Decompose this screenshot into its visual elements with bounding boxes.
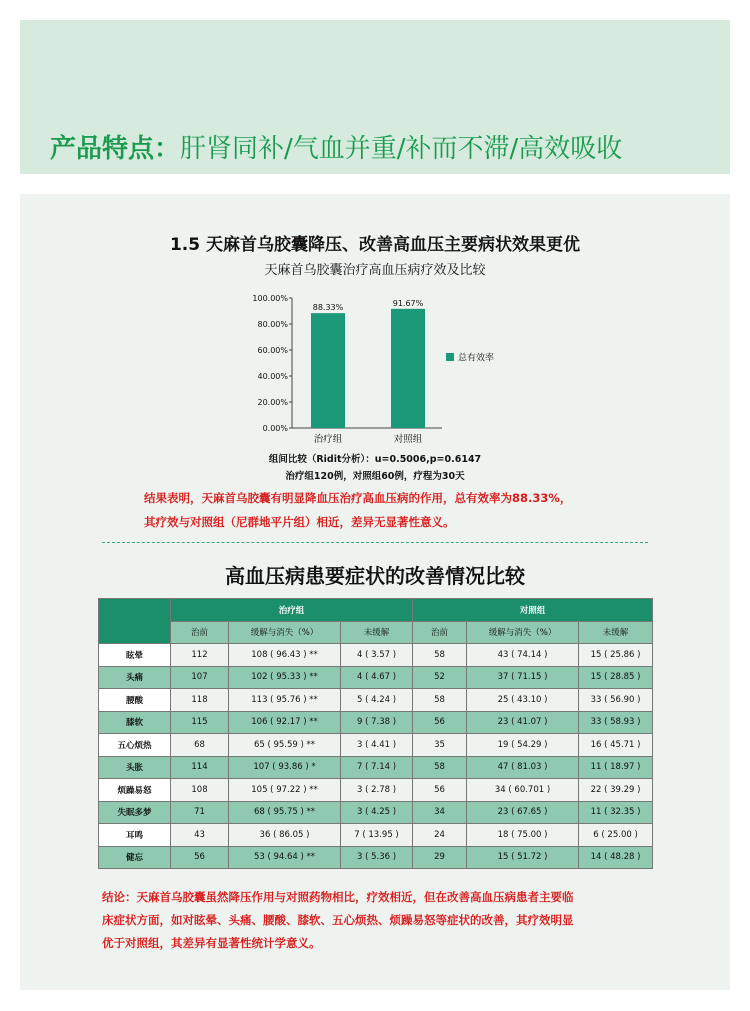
conclusion <box>102 886 672 955</box>
table-cell: 15 ( 25.86 ) <box>579 644 653 667</box>
table-row <box>99 756 653 779</box>
table-cell: 47 ( 81.03 ) <box>467 756 579 779</box>
table-cell: 56 <box>413 779 467 802</box>
table-cell: 65 ( 95.59 ) ** <box>229 734 341 757</box>
table-cell: 33 ( 56.90 ) <box>579 689 653 712</box>
legend-label: 总有效率 <box>458 353 495 364</box>
table-cell: 52 <box>413 666 467 689</box>
table-cell: 23 ( 41.07 ) <box>467 711 579 734</box>
table-cell: 58 <box>413 756 467 779</box>
bar-value-label: 88.33% <box>312 303 344 313</box>
table-cell: 7 ( 13.95 ) <box>341 824 413 847</box>
table-group-header <box>99 599 653 622</box>
table-cell: 107 <box>171 666 229 689</box>
table-cell: 36 ( 86.05 ) <box>229 824 341 847</box>
row-symptom: 眩晕 <box>99 644 171 667</box>
row-symptom: 健忘 <box>99 846 171 869</box>
table-row <box>99 734 653 757</box>
table-cell: 3 ( 2.78 ) <box>341 779 413 802</box>
table-cell: 7 ( 7.14 ) <box>341 756 413 779</box>
group-header-control: 对照组 <box>413 599 653 622</box>
table-cell: 34 ( 60.701 ) <box>467 779 579 802</box>
table-cell: 115 <box>171 711 229 734</box>
y-tick-label: 40.00% <box>257 372 288 381</box>
x-category-label: 对照组 <box>393 434 423 445</box>
table-cell: 105 ( 97.22 ) ** <box>229 779 341 802</box>
table-cell: 68 ( 95.75 ) ** <box>229 801 341 824</box>
y-tick-label: 60.00% <box>257 346 288 355</box>
table-row <box>99 644 653 667</box>
bar <box>311 313 345 428</box>
table-cell: 118 <box>171 689 229 712</box>
table-cell: 6 ( 25.00 ) <box>579 824 653 847</box>
table-cell: 29 <box>413 846 467 869</box>
table-cell: 58 <box>413 644 467 667</box>
table-cell: 15 ( 51.72 ) <box>467 846 579 869</box>
section-title: 1.5 天麻首乌胶囊降压、改善高血压主要病状效果更优 <box>169 235 581 255</box>
row-symptom: 五心烦热 <box>99 734 171 757</box>
table-cell: 106 ( 92.17 ) ** <box>229 711 341 734</box>
bar-chart <box>232 290 522 450</box>
table-row <box>99 711 653 734</box>
legend-swatch <box>446 353 454 361</box>
bar <box>391 309 425 428</box>
table-cell: 112 <box>171 644 229 667</box>
table-cell: 56 <box>413 711 467 734</box>
table-title: 高血压病患要症状的改善情况比较 <box>225 564 525 588</box>
table-cell: 11 ( 18.97 ) <box>579 756 653 779</box>
table-cell: 37 ( 71.15 ) <box>467 666 579 689</box>
table-row <box>99 801 653 824</box>
table-cell: 22 ( 39.29 ) <box>579 779 653 802</box>
col-header: 治前 <box>171 621 229 644</box>
title-label: 产品特点： <box>50 134 181 164</box>
table-cell: 9 ( 7.38 ) <box>341 711 413 734</box>
y-tick-label: 100.00% <box>252 294 288 303</box>
group-header-treatment: 治疗组 <box>171 599 413 622</box>
table-cell: 43 ( 74.14 ) <box>467 644 579 667</box>
table-sub-header <box>99 621 653 644</box>
table-cell: 24 <box>413 824 467 847</box>
table-cell: 56 <box>171 846 229 869</box>
table-row <box>99 824 653 847</box>
row-symptom: 耳鸣 <box>99 824 171 847</box>
content-panel <box>20 194 730 990</box>
table-cell: 33 ( 58.93 ) <box>579 711 653 734</box>
table-cell: 35 <box>413 734 467 757</box>
table-cell: 34 <box>413 801 467 824</box>
table-cell: 5 ( 4.24 ) <box>341 689 413 712</box>
table-cell: 108 ( 96.43 ) ** <box>229 644 341 667</box>
table-cell: 113 ( 95.76 ) ** <box>229 689 341 712</box>
row-symptom: 头痛 <box>99 666 171 689</box>
table-cell: 71 <box>171 801 229 824</box>
col-header: 缓解与消失（%） <box>229 621 341 644</box>
table-cell: 43 <box>171 824 229 847</box>
table-cell: 53 ( 94.64 ) ** <box>229 846 341 869</box>
col-header: 缓解与消失（%） <box>467 621 579 644</box>
symptom-table <box>98 598 653 869</box>
row-symptom: 腰酸 <box>99 689 171 712</box>
table-cell: 114 <box>171 756 229 779</box>
table-cell: 108 <box>171 779 229 802</box>
page-title <box>50 128 622 165</box>
y-tick-label: 80.00% <box>257 320 288 329</box>
y-tick-label: 0.00% <box>262 424 288 433</box>
table-cell: 58 <box>413 689 467 712</box>
dashed-divider <box>102 542 648 543</box>
table-cell: 4 ( 4.67 ) <box>341 666 413 689</box>
table-cell: 25 ( 43.10 ) <box>467 689 579 712</box>
result-line-1: 结果表明，天麻首乌胶囊有明显降血压治疗高血压病的作用，总有效率为88.33%， <box>144 491 572 505</box>
table-cell: 23 ( 67.65 ) <box>467 801 579 824</box>
table-cell: 68 <box>171 734 229 757</box>
col-header: 治前 <box>413 621 467 644</box>
table-cell: 3 ( 4.41 ) <box>341 734 413 757</box>
y-tick-label: 20.00% <box>257 398 288 407</box>
header-band <box>20 20 730 174</box>
chart-title: 天麻首乌胶囊治疗高血压病疗效及比较 <box>264 263 486 278</box>
table-cell: 15 ( 28.85 ) <box>579 666 653 689</box>
table-cell: 14 ( 48.28 ) <box>579 846 653 869</box>
stat-comparison: 组间比较（Ridit分析）：u=0.5006,p=0.6147 <box>268 454 482 465</box>
table-cell: 102 ( 95.33 ) ** <box>229 666 341 689</box>
row-symptom: 头胀 <box>99 756 171 779</box>
table-row <box>99 689 653 712</box>
table-cell: 3 ( 5.36 ) <box>341 846 413 869</box>
conclusion-line-3: 优于对照组，其差异有显著性统计学意义。 <box>102 936 321 950</box>
table-cell: 19 ( 54.29 ) <box>467 734 579 757</box>
conclusion-line-1: 结论：天麻首乌胶囊虽然降压作用与对照药物相比，疗效相近，但在改善高血压病患者主要临 <box>102 890 574 904</box>
stat-sample: 治疗组120例，对照组60例，疗程为30天 <box>285 471 465 482</box>
table-row <box>99 846 653 869</box>
row-symptom: 烦躁易怒 <box>99 779 171 802</box>
table-row <box>99 666 653 689</box>
table-row <box>99 779 653 802</box>
result-line-2: 其疗效与对照组（尼群地平片组）相近，差异无显著性意义。 <box>144 515 455 529</box>
corner-cell <box>99 599 171 644</box>
col-header: 未缓解 <box>341 621 413 644</box>
table-cell: 107 ( 93.86 ) * <box>229 756 341 779</box>
table-cell: 18 ( 75.00 ) <box>467 824 579 847</box>
table-cell: 11 ( 32.35 ) <box>579 801 653 824</box>
col-header: 未缓解 <box>579 621 653 644</box>
table-cell: 16 ( 45.71 ) <box>579 734 653 757</box>
table-cell: 3 ( 4.25 ) <box>341 801 413 824</box>
title-features: 肝肾同补/气血并重/补而不滞/高效吸收 <box>180 134 623 164</box>
row-symptom: 膝软 <box>99 711 171 734</box>
row-symptom: 失眠多梦 <box>99 801 171 824</box>
bar-value-label: 91.67% <box>392 298 424 308</box>
table-cell: 4 ( 3.57 ) <box>341 644 413 667</box>
conclusion-line-2: 床症状方面，如对眩晕、头痛、腰酸、膝软、五心烦热、烦躁易怒等症状的改善，其疗效明显 <box>102 913 574 927</box>
x-category-label: 治疗组 <box>313 434 343 445</box>
